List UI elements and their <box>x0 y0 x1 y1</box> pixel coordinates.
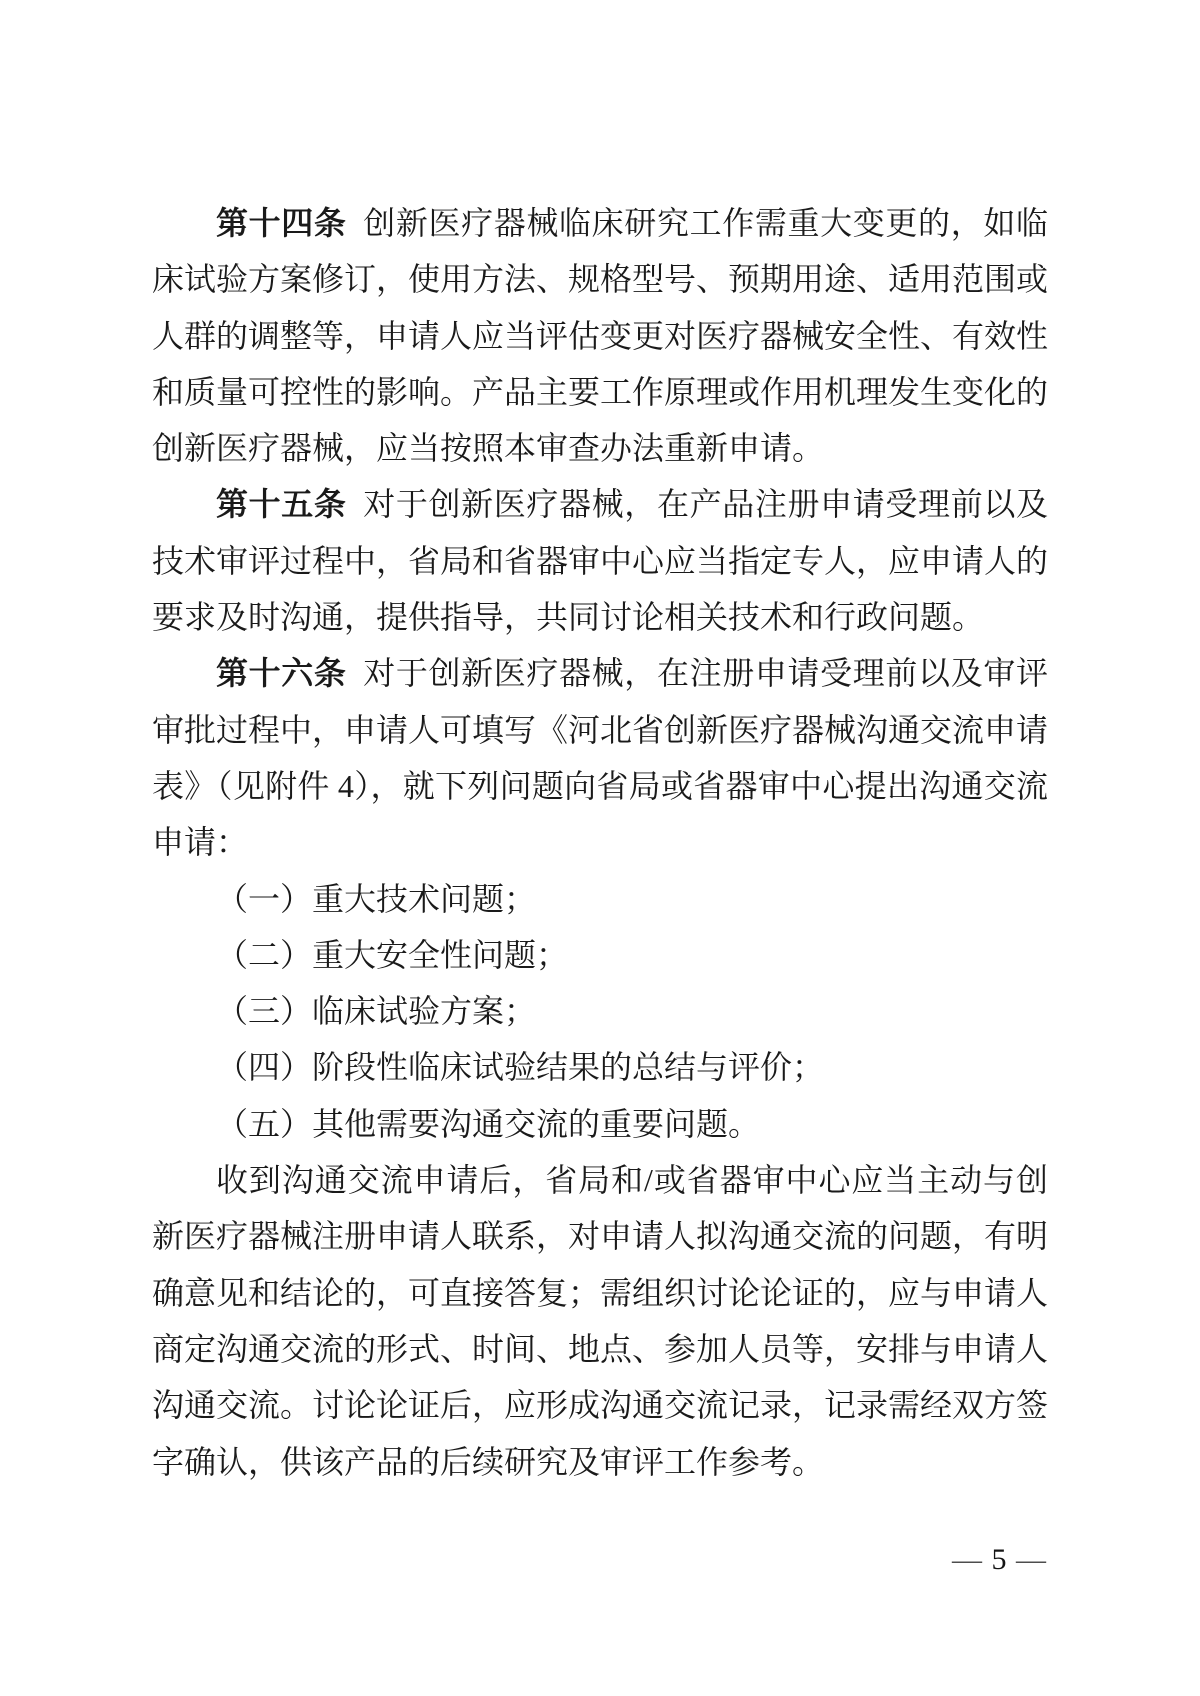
page-number <box>952 1543 1047 1577</box>
list-item-5-text: （五）其他需要沟通交流的重要问题。 <box>216 1105 761 1142</box>
article-paragraph-15 <box>152 476 1048 645</box>
closing-paragraph-text: 收到沟通交流申请后，省局和/或省器审中心应当主动与创新医疗器械注册申请人联系，对申请人拟沟通交流的问题，有明确意见和结论的，可直接答复；需组织讨论论证的，应与申请人商定沟通交流的形式、时间、地点、参加人员等，安排与申请人沟通交流。讨论论证后，应形成沟通交流记录，记录需经双方签字确认，供该产品的后续研究及审评工作参考。 <box>152 1162 1049 1480</box>
page-number-dash-right: — <box>1007 1543 1047 1576</box>
article-paragraph-14 <box>152 195 1048 476</box>
article-text-15: 对于创新医疗器械，在产品注册申请受理前以及技术审评过程中，省局和省器审中心应当指定专人，应申请人的要求及时沟通，提供指导，共同讨论相关技术和行政问题。 <box>152 486 1049 636</box>
list-item-1 <box>152 871 1048 927</box>
page-number-value: 5 <box>991 1543 1008 1576</box>
list-item-3-text: （三）临床试验方案； <box>216 993 537 1030</box>
list-item-2-text: （二）重大安全性问题； <box>216 936 569 973</box>
page-number-dash-left: — <box>952 1543 992 1576</box>
article-number-16: 第十六条 <box>216 655 347 692</box>
list-item-1-text: （一）重大技术问题； <box>216 880 537 917</box>
list-item-5 <box>152 1096 1048 1152</box>
closing-paragraph <box>152 1152 1048 1490</box>
list-item-4 <box>152 1039 1048 1095</box>
list-item-3 <box>152 983 1048 1039</box>
list-item-2 <box>152 927 1048 983</box>
article-text-16: 对于创新医疗器械，在注册申请受理前以及审评审批过程中，申请人可填写《河北省创新医疗器械沟通交流申请表》（见附件 4），就下列问题向省局或省器审中心提出沟通交流申请： <box>152 655 1049 861</box>
article-text-14: 创新医疗器械临床研究工作需重大变更的，如临床试验方案修订，使用方法、规格型号、预期用途、适用范围或人群的调整等，申请人应当评估变更对医疗器械安全性、有效性和质量可控性的影响。产品主要工作原理或作用机理发生变化的创新医疗器械，应当按照本审查办法重新申请。 <box>152 205 1049 467</box>
article-paragraph-16 <box>152 645 1048 870</box>
article-number-14: 第十四条 <box>216 205 347 241</box>
document-body <box>152 195 1048 1490</box>
article-number-15: 第十五条 <box>216 486 347 523</box>
list-item-4-text: （四）阶段性临床试验结果的总结与评价； <box>216 1049 825 1086</box>
